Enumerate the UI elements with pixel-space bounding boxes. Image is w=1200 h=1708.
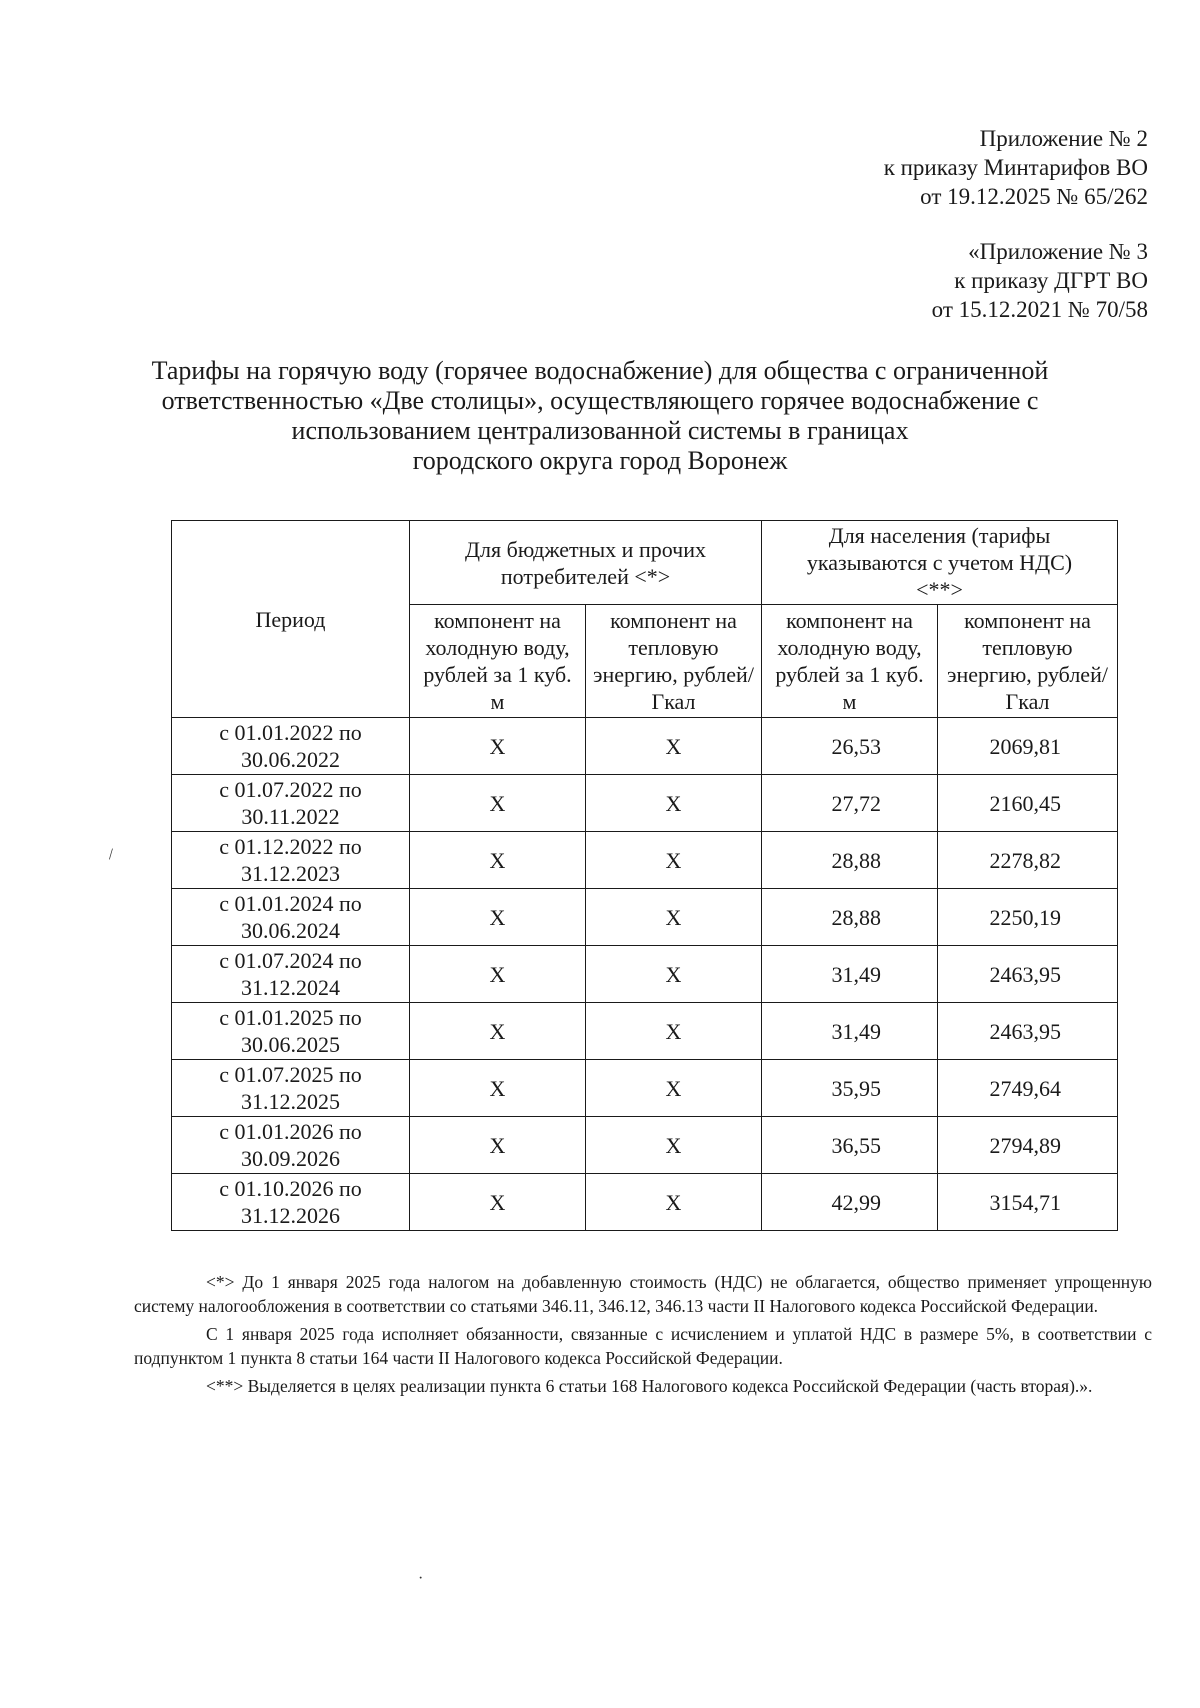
tariff-table <box>171 520 1118 1231</box>
appendix-date: от 15.12.2021 № 70/58 <box>931 297 1148 322</box>
table-row <box>172 889 1118 946</box>
population-heat-cell: 2278,82 <box>938 832 1118 889</box>
population-cold-cell: 35,95 <box>762 1060 938 1117</box>
population-cold-cell: 27,72 <box>762 775 938 832</box>
period-cell: с 01.07.2025 по 31.12.2025 <box>172 1060 410 1117</box>
period-cell: с 01.07.2022 по 30.11.2022 <box>172 775 410 832</box>
budget-heat-cell: X <box>586 1174 762 1231</box>
header-population: Для населения (тарифы указываются с учетом НДС) <**> <box>762 521 1118 605</box>
population-heat-cell: 2250,19 <box>938 889 1118 946</box>
table-row <box>172 832 1118 889</box>
population-cold-cell: 26,53 <box>762 718 938 775</box>
table-row <box>172 1060 1118 1117</box>
header-period: Период <box>172 521 410 718</box>
footnote-budget: <*> До 1 января 2025 года налогом на добавленную стоимость (НДС) не облагается, общество применяет упрощенную систему налогообложения в соответствии со статьями 346.11, 346.12, 346.13 части II Налогового кодекса Российской Федерации. <box>134 1272 1152 1316</box>
title-line: ответственностью «Две столицы», осуществляющего горячее водоснабжение с <box>161 386 1039 415</box>
title-line: городского округа город Воронеж <box>412 446 788 475</box>
population-cold-cell: 28,88 <box>762 832 938 889</box>
table-row <box>172 718 1118 775</box>
period-cell: с 01.01.2022 по 30.06.2022 <box>172 718 410 775</box>
budget-cold-cell: X <box>410 1174 586 1231</box>
footnotes <box>134 1270 1152 1402</box>
table-row <box>172 1003 1118 1060</box>
population-cold-cell: 28,88 <box>762 889 938 946</box>
period-cell: с 01.01.2025 по 30.06.2025 <box>172 1003 410 1060</box>
scan-mark: \ <box>103 846 118 863</box>
budget-heat-cell: X <box>586 718 762 775</box>
appendix-number: «Приложение № 3 <box>968 239 1148 264</box>
appendix-number: Приложение № 2 <box>979 126 1148 151</box>
budget-cold-cell: X <box>410 1060 586 1117</box>
budget-cold-cell: X <box>410 1117 586 1174</box>
budget-heat-cell: X <box>586 1060 762 1117</box>
population-heat-cell: 2463,95 <box>938 1003 1118 1060</box>
header-budget-heat-energy: компонент на тепловую энергию, рублей/Гкал <box>586 605 762 718</box>
period-cell: с 01.07.2024 по 31.12.2024 <box>172 946 410 1003</box>
header-population-heat-energy: компонент на тепловую энергию, рублей/Гкал <box>938 605 1118 718</box>
table-row <box>172 775 1118 832</box>
population-heat-cell: 3154,71 <box>938 1174 1118 1231</box>
population-heat-cell: 2160,45 <box>938 775 1118 832</box>
budget-heat-cell: X <box>586 1117 762 1174</box>
population-cold-cell: 31,49 <box>762 946 938 1003</box>
appendix-reference-dgrt <box>932 237 1148 324</box>
table-row <box>172 1174 1118 1231</box>
budget-cold-cell: X <box>410 718 586 775</box>
budget-heat-cell: X <box>586 1003 762 1060</box>
footnote-population: <**> Выделяется в целях реализации пункта 6 статьи 168 Налогового кодекса Российской Федерации (часть вторая).». <box>206 1376 1093 1396</box>
budget-cold-cell: X <box>410 1003 586 1060</box>
population-cold-cell: 36,55 <box>762 1117 938 1174</box>
period-cell: с 01.01.2024 по 30.06.2024 <box>172 889 410 946</box>
budget-cold-cell: X <box>410 946 586 1003</box>
appendix-order: к приказу Минтарифов ВО <box>883 155 1148 180</box>
population-heat-cell: 2069,81 <box>938 718 1118 775</box>
budget-cold-cell: X <box>410 889 586 946</box>
scan-dot: · <box>418 1570 424 1587</box>
table-row <box>172 946 1118 1003</box>
budget-cold-cell: X <box>410 775 586 832</box>
period-cell: с 01.10.2026 по 31.12.2026 <box>172 1174 410 1231</box>
population-heat-cell: 2794,89 <box>938 1117 1118 1174</box>
appendix-date: от 19.12.2025 № 65/262 <box>920 184 1148 209</box>
budget-heat-cell: X <box>586 889 762 946</box>
period-cell: с 01.01.2026 по 30.09.2026 <box>172 1117 410 1174</box>
budget-heat-cell: X <box>586 946 762 1003</box>
document-title <box>0 356 1200 476</box>
appendix-reference-minitarifov <box>884 124 1148 211</box>
budget-heat-cell: X <box>586 832 762 889</box>
title-line: использованием централизованной системы в границах <box>291 416 909 445</box>
population-heat-cell: 2749,64 <box>938 1060 1118 1117</box>
budget-cold-cell: X <box>410 832 586 889</box>
population-cold-cell: 31,49 <box>762 1003 938 1060</box>
title-line: Тарифы на горячую воду (горячее водоснабжение) для общества с ограниченной <box>151 356 1049 385</box>
footnote-vat: С 1 января 2025 года исполняет обязанности, связанные с исчислением и уплатой НДС в размере 5%, в соответствии с подпунктом 1 пункта 8 статьи 164 части II Налогового кодекса Российской Федерации. <box>134 1324 1152 1368</box>
appendix-order: к приказу ДГРТ ВО <box>954 268 1148 293</box>
population-heat-cell: 2463,95 <box>938 946 1118 1003</box>
table-row <box>172 1117 1118 1174</box>
header-population-cold-water: компонент на холодную воду, рублей за 1 куб. м <box>762 605 938 718</box>
population-cold-cell: 42,99 <box>762 1174 938 1231</box>
budget-heat-cell: X <box>586 775 762 832</box>
header-budget-cold-water: компонент на холодную воду, рублей за 1 куб. м <box>410 605 586 718</box>
period-cell: с 01.12.2022 по 31.12.2023 <box>172 832 410 889</box>
header-budget-consumers: Для бюджетных и прочих потребителей <*> <box>410 521 762 605</box>
